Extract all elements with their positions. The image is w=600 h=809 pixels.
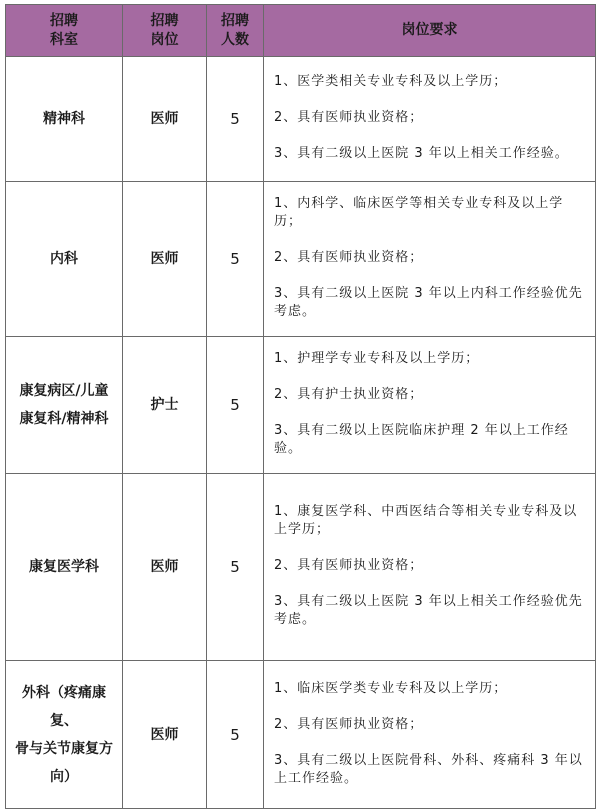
cell-dept: [6, 474, 123, 661]
cell-count: 5: [207, 337, 264, 474]
requirement-item: 1、内科学、临床医学等相关专业专科及以上学历；: [274, 196, 564, 229]
requirement-item: 3、具有二级以上医院 3 年以上相关工作经验优先考虑。: [274, 594, 583, 627]
requirement-item: 2、具有医师执业资格；: [274, 250, 424, 265]
requirement-item: 1、医学类相关专业专科及以上学历；: [274, 74, 508, 89]
table-row: [6, 661, 596, 809]
table-header: [6, 5, 596, 57]
cell-post: 医师: [123, 57, 207, 182]
dept-line: 外科（疼痛康复、: [22, 684, 106, 729]
requirement-item: 3、具有二级以上医院骨科、外科、疼痛科 3 年以上工作经验。: [274, 752, 583, 786]
table-row: [6, 474, 596, 661]
table-row: [6, 57, 596, 182]
cell-post: 医师: [123, 661, 207, 809]
dept-line: 康复病区/儿童: [19, 383, 109, 399]
cell-dept: [6, 57, 123, 182]
header-count: [207, 5, 264, 57]
cell-count: 5: [207, 57, 264, 182]
cell-count: 5: [207, 182, 264, 337]
requirement-item: 3、具有二级以上医院临床护理 2 年以上工作经验。: [274, 423, 569, 456]
dept-line: 康复科/精神科: [19, 411, 109, 427]
requirement-item: 1、护理学专业专科及以上学历；: [274, 351, 480, 366]
cell-count: 5: [207, 474, 264, 661]
cell-count: 5: [207, 661, 264, 809]
requirement-item: 3、具有二级以上医院 3 年以上相关工作经验。: [274, 146, 569, 161]
cell-post: 医师: [123, 474, 207, 661]
table-row: [6, 182, 596, 337]
requirement-item: 1、临床医学类专业专科及以上学历；: [274, 680, 508, 696]
header-count-line2: 人数: [221, 31, 249, 48]
dept-line: 向）: [50, 768, 78, 785]
header-post-line1: 招聘: [150, 12, 179, 29]
cell-requirements: [264, 474, 596, 661]
cell-requirements: [264, 661, 596, 809]
dept-line: 精神科: [43, 111, 85, 127]
header-dept-line2: 科室: [50, 31, 78, 48]
cell-post: 护士: [123, 337, 207, 474]
requirement-item: 2、具有医师执业资格；: [274, 716, 424, 732]
table-body: [6, 57, 596, 809]
recruitment-table: [5, 4, 596, 809]
header-post-line2: 岗位: [150, 31, 179, 48]
cell-requirements: [264, 182, 596, 337]
header-post: [123, 5, 207, 57]
header-dept: [6, 5, 123, 57]
header-dept-line1: 招聘: [50, 12, 78, 29]
requirement-item: 1、康复医学科、中西医结合等相关专业专科及以上学历；: [274, 504, 578, 537]
dept-line: 骨与关节康复方: [15, 740, 113, 757]
requirement-item: 2、具有医师执业资格；: [274, 110, 424, 125]
header-req: 岗位要求: [264, 5, 596, 57]
requirement-item: 2、具有护士执业资格；: [274, 387, 424, 402]
cell-dept: [6, 337, 123, 474]
dept-line: 康复医学科: [29, 559, 99, 575]
header-count-line1: 招聘: [221, 12, 249, 29]
requirement-item: 2、具有医师执业资格；: [274, 558, 424, 573]
cell-requirements: [264, 337, 596, 474]
cell-requirements: [264, 57, 596, 182]
requirement-item: 3、具有二级以上医院 3 年以上内科工作经验优先考虑。: [274, 286, 583, 319]
cell-dept: [6, 182, 123, 337]
cell-dept: [6, 661, 123, 809]
dept-line: 内科: [50, 251, 78, 267]
table-row: [6, 337, 596, 474]
cell-post: 医师: [123, 182, 207, 337]
